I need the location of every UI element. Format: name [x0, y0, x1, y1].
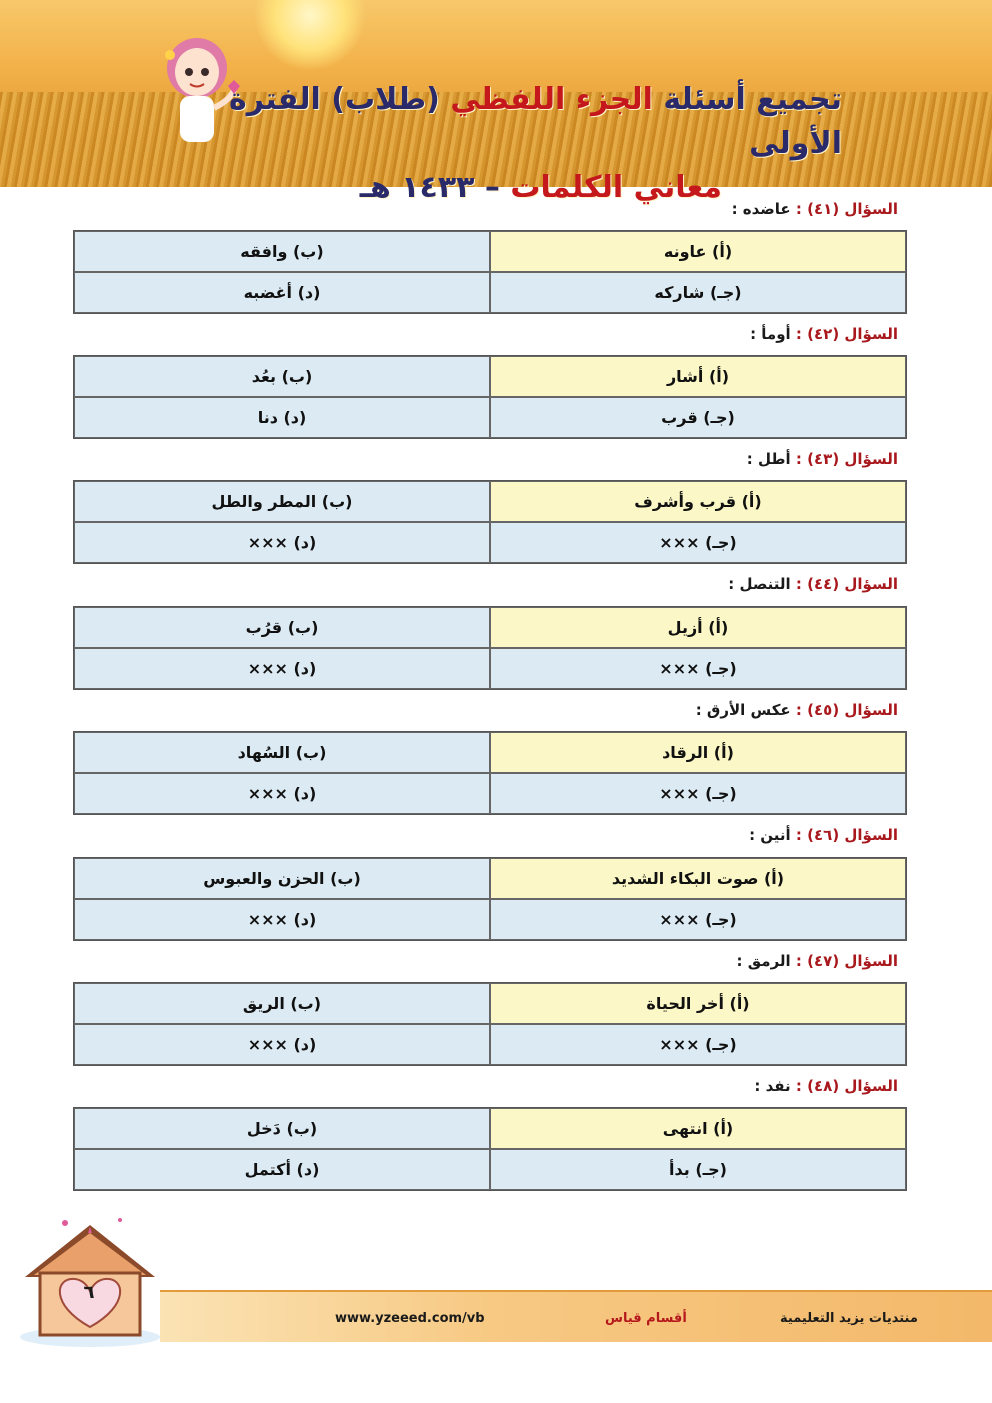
options-table — [73, 355, 907, 439]
question-label — [732, 200, 898, 218]
question-word: عكس الأرق : — [695, 701, 791, 719]
option-a[interactable]: (أ) صوت البكاء الشديد — [490, 858, 906, 899]
question-label — [749, 826, 898, 844]
option-d[interactable]: (د) أكتمل — [74, 1149, 490, 1190]
option-b[interactable]: (ب) وافقه — [74, 231, 490, 272]
options-table — [73, 480, 907, 564]
option-a[interactable]: (أ) عاونه — [490, 231, 906, 272]
question-word: التنصل : — [728, 575, 791, 593]
option-a[interactable]: (أ) قرب وأشرف — [490, 481, 906, 522]
option-c[interactable]: (جـ) شاركه — [490, 272, 906, 313]
footer-divider — [160, 1290, 992, 1292]
question-number: السؤال (٤٢) : — [795, 325, 898, 343]
option-c[interactable]: (جـ) ××× — [490, 1024, 906, 1065]
page-number: ٦ — [83, 1282, 95, 1303]
question-label — [728, 575, 898, 593]
title-suffix: (طلاب) الفترة الأولى — [229, 82, 842, 161]
options-table — [73, 1107, 907, 1191]
option-d[interactable]: (د) ××× — [74, 522, 490, 563]
option-a[interactable]: (أ) أشار — [490, 356, 906, 397]
title-highlight: الجزء اللفظي — [450, 82, 653, 117]
option-d[interactable]: (د) ××× — [74, 1024, 490, 1065]
option-d[interactable]: (د) ××× — [74, 648, 490, 689]
option-a[interactable]: (أ) انتهى — [490, 1108, 906, 1149]
option-a[interactable]: (أ) أخر الحياة — [490, 983, 906, 1024]
option-d[interactable]: (د) ××× — [74, 899, 490, 940]
option-d[interactable]: (د) دنا — [74, 397, 490, 438]
option-b[interactable]: (ب) السُهاد — [74, 732, 490, 773]
options-table — [73, 731, 907, 815]
question-number: السؤال (٤١) : — [795, 200, 898, 218]
page-title — [142, 78, 842, 210]
option-a[interactable]: (أ) الرقاد — [490, 732, 906, 773]
options-table — [73, 606, 907, 690]
option-b[interactable]: (ب) الريق — [74, 983, 490, 1024]
footer-forum-name: منتديات يزيد التعليمية — [780, 1311, 918, 1326]
options-table — [73, 982, 907, 1066]
question-number: السؤال (٤٨) : — [795, 1077, 898, 1095]
options-table — [73, 230, 907, 314]
option-b[interactable]: (ب) بعُد — [74, 356, 490, 397]
option-d[interactable]: (د) أغضبه — [74, 272, 490, 313]
option-c[interactable]: (جـ) ××× — [490, 773, 906, 814]
option-c[interactable]: (جـ) بدأ — [490, 1149, 906, 1190]
option-a[interactable]: (أ) أزيل — [490, 607, 906, 648]
option-c[interactable]: (جـ) ××× — [490, 522, 906, 563]
header-banner — [0, 0, 992, 205]
subtitle-suffix: – ١٤٣٣ هـ — [359, 170, 500, 205]
subtitle-highlight: معاني الكلمات — [510, 170, 722, 205]
option-b[interactable]: (ب) قرُب — [74, 607, 490, 648]
question-word: أومأ : — [750, 325, 791, 343]
option-c[interactable]: (جـ) ××× — [490, 899, 906, 940]
question-word: عاضده : — [731, 200, 791, 218]
sun-decoration — [255, 0, 365, 70]
title-prefix: تجميع أسئلة — [663, 82, 842, 117]
option-d[interactable]: (د) ××× — [74, 773, 490, 814]
footer-url-link[interactable]: www.yzeeed.com/vb — [335, 1311, 485, 1326]
options-table — [73, 857, 907, 941]
question-number: السؤال (٤٤) : — [795, 575, 898, 593]
question-label — [696, 701, 898, 719]
question-label — [754, 1077, 898, 1095]
question-label — [750, 325, 898, 343]
question-word: نفد : — [754, 1077, 791, 1095]
question-number: السؤال (٤٥) : — [795, 701, 898, 719]
question-word: أنين : — [749, 826, 791, 844]
option-b[interactable]: (ب) دَخل — [74, 1108, 490, 1149]
question-label — [747, 450, 898, 468]
question-word: الرمق : — [736, 952, 791, 970]
option-c[interactable]: (جـ) ××× — [490, 648, 906, 689]
question-word: أطل : — [746, 450, 791, 468]
question-number: السؤال (٤٣) : — [795, 450, 898, 468]
option-b[interactable]: (ب) المطر والطل — [74, 481, 490, 522]
option-c[interactable]: (جـ) قرب — [490, 397, 906, 438]
question-number: السؤال (٤٦) : — [795, 826, 898, 844]
footer-section: أقسام قياس — [605, 1311, 687, 1326]
question-number: السؤال (٤٧) : — [795, 952, 898, 970]
question-label — [737, 952, 898, 970]
option-b[interactable]: (ب) الحزن والعبوس — [74, 858, 490, 899]
